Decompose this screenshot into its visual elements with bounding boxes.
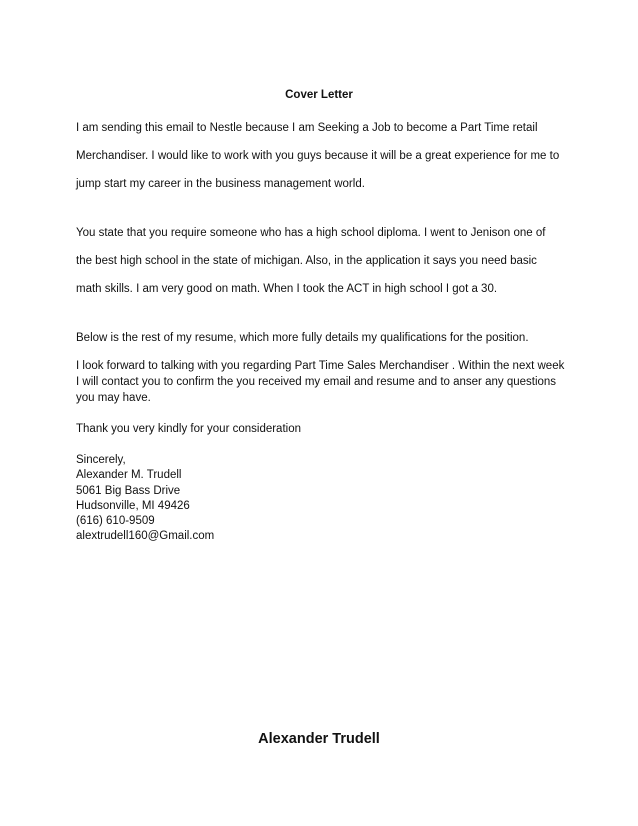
contact-name: Alexander M. Trudell [76, 469, 182, 481]
contact-email: alextrudell160@Gmail.com [76, 530, 215, 542]
contact-street: 5061 Big Bass Drive [76, 485, 181, 497]
closing-line: Sincerely, [76, 454, 126, 466]
paragraph-4-line-2: I will contact you to confirm the you received my email and resume and to anser any questions [76, 376, 557, 388]
paragraph-1-line-1: I am sending this email to Nestle because I am Seeking a Job to become a Part Time retail [76, 122, 538, 134]
paragraph-1-line-3: jump start my career in the business management world. [76, 178, 365, 190]
page-title: Cover Letter [285, 89, 353, 101]
contact-phone: (616) 610-9509 [76, 515, 155, 527]
paragraph-4-line-3: you may have. [76, 392, 151, 404]
paragraph-1-line-2: Merchandiser. I would like to work with you guys because it will be a great experience for me to [76, 150, 560, 162]
paragraph-2-line-2: the best high school in the state of michigan. Also, in the application it says you need basic [76, 255, 537, 267]
paragraph-3: Below is the rest of my resume, which more fully details my qualifications for the position. [76, 332, 529, 344]
contact-city: Hudsonville, MI 49426 [76, 500, 190, 512]
thanks-line: Thank you very kindly for your consideration [76, 423, 301, 435]
paragraph-2-line-3: math skills. I am very good on math. When I took the ACT in high school I got a 30. [76, 283, 498, 295]
paragraph-4-line-1: I look forward to talking with you regarding Part Time Sales Merchandiser . Within the next week [76, 360, 565, 372]
paragraph-2-line-1: You state that you require someone who has a high school diploma. I went to Jenison one of [76, 227, 546, 239]
signature: Alexander Trudell [258, 731, 380, 747]
